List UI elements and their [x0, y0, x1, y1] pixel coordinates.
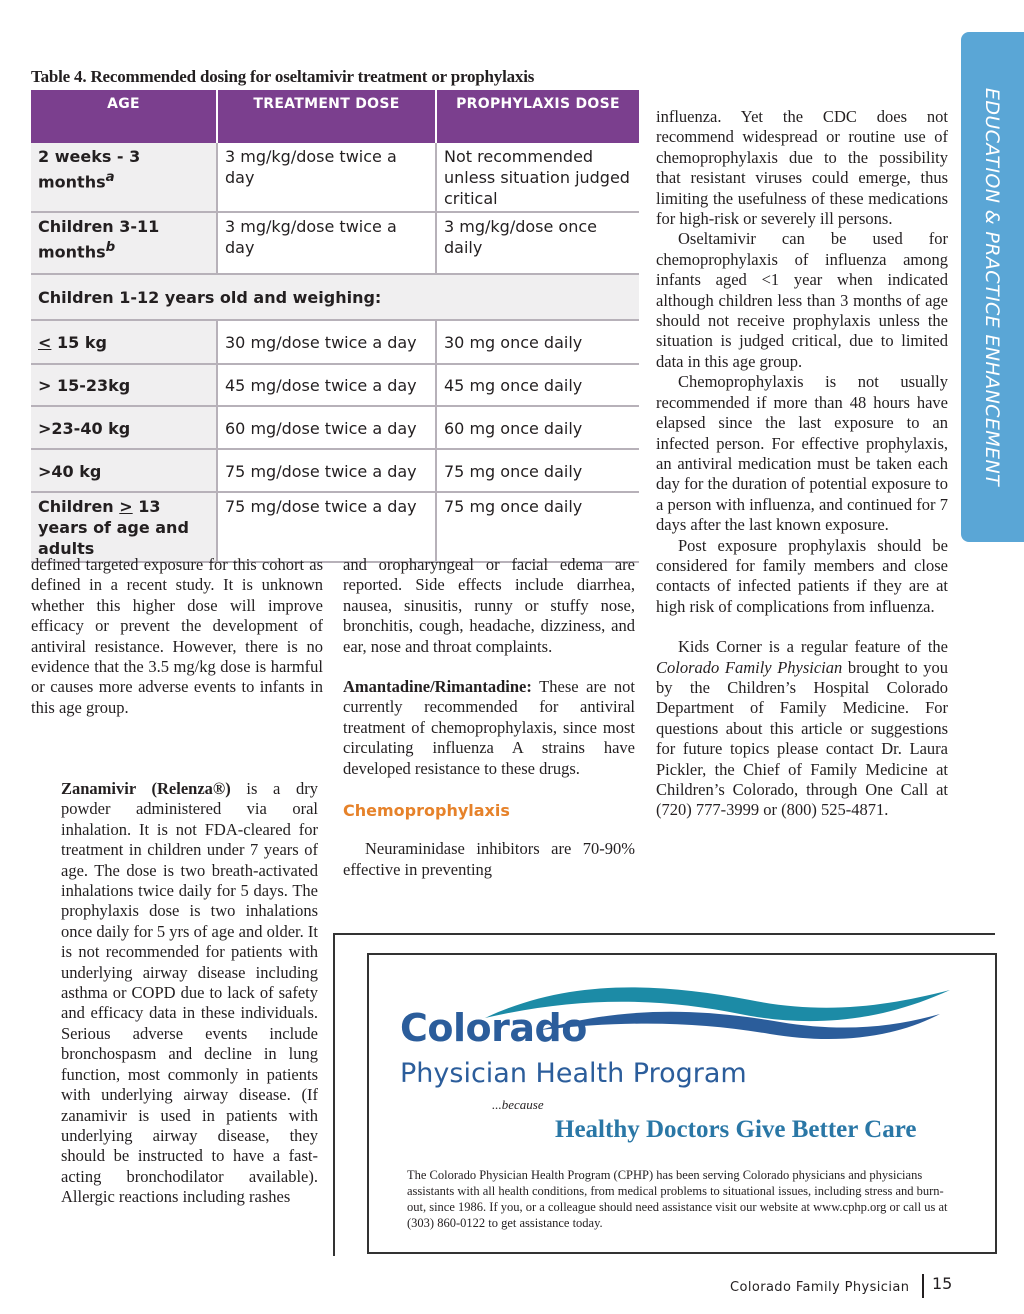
ad-tagline: Healthy Doctors Give Better Care: [555, 1116, 917, 1143]
middle-column: [343, 555, 635, 880]
zanamivir-label: Zanamivir (Relenza®): [61, 779, 231, 798]
treatment-cell: 3 mg/kg/dose twice a day: [217, 212, 436, 274]
dosing-table: [31, 90, 639, 563]
amantadine-label: Amantadine/Rimantadine:: [343, 677, 532, 697]
ad-colorado-title: Colorado: [400, 1006, 587, 1050]
prophylaxis-cell: 45 mg once daily: [436, 364, 639, 406]
footer-divider: [922, 1274, 924, 1298]
side-effects-paragraph: and oropharyngeal or facial edema are reported. Side effects include diarrhea, nausea, sinusitis, runny or stuffy nose, bronchitis, cough, headache, dizziness, and ear, nose and throat complaints.: [343, 555, 635, 656]
footer-publication: Colorado Family Physician: [730, 1280, 910, 1295]
table-header-row: [31, 90, 639, 142]
header-prophylaxis: PROPHYLAXIS DOSE: [436, 90, 639, 142]
prophylaxis-cell: Not recommended unless situation judged critical: [436, 142, 639, 212]
table-row: [31, 449, 639, 492]
age-cell: >23-40 kg: [31, 406, 217, 449]
chemo-paragraph: Neuraminidase inhibitors are 70-90% effective in preventing: [343, 839, 635, 879]
age-cell: Children > 13 years of age and adults: [31, 492, 217, 562]
treatment-cell: 3 mg/kg/dose twice a day: [217, 142, 436, 212]
right-paragraph-3: Chemoprophylaxis is not usually recommended if more than 48 hours have elapsed since the last exposure to an infected person. For effective prophylaxis, an antiviral medication must be taken each day for the duration of potential exposure to a person with influenza, and continued for 7 days after the last known exposure.: [656, 372, 948, 535]
right-paragraph-2: Oseltamivir can be used for chemoprophylaxis of influenza among infants aged <1 year when indicated although children less than 3 months of age should not receive prophylaxis unless the situation is judged critical, due to limited data in this age group.: [656, 229, 948, 371]
age-cell: >40 kg: [31, 449, 217, 492]
weight-header: Children 1-12 years old and weighing:: [31, 274, 639, 320]
prophylaxis-cell: 60 mg once daily: [436, 406, 639, 449]
table-title: Table 4. Recommended dosing for oseltamivir treatment or prophylaxis: [31, 67, 535, 86]
age-cell: < 15 kg: [31, 320, 217, 364]
ad-because: ...because: [492, 1097, 544, 1112]
table-row: [31, 320, 639, 364]
right-column: [656, 107, 948, 821]
ad-program-name: Physician Health Program: [400, 1058, 747, 1089]
treatment-cell: 75 mg/dose twice a day: [217, 492, 436, 562]
age-cell: 2 weeks - 3 months$^a$: [31, 142, 217, 212]
treatment-cell: 60 mg/dose twice a day: [217, 406, 436, 449]
zanamivir-paragraph: Zanamivir (Relenza®) is a dry powder administered via oral inhalation. It is not FDA-cleared for treatment in children under 7 years of age. The dose is two breath-activated inhalations twice daily for 5 days. The prophylaxis dose is two inhalations once daily for 5 yrs of age and older. It is not recommended for patients with underlying airway disease including asthma or COPD due to lack of safety and efficacy data in these individuals. Serious adverse events include bronchospasm and decline in lung function, most commonly in patients with underlying airway disease. (If zanamivir is used in patients with underlying airway disease, they should be instructed to have a fast-acting bronchodilator available). Allergic reactions including rashes: [61, 779, 318, 1207]
table-row: [31, 492, 639, 562]
chemoprophylaxis-heading: Chemoprophylaxis: [343, 801, 510, 821]
prophylaxis-cell: 75 mg once daily: [436, 492, 639, 562]
ad-body-text: The Colorado Physician Health Program (CPHP) has been serving Colorado physicians and physicians assistants with all health conditions, from medical problems to situational issues, including stress and burn-out, since 1986. If you, or a colleague should need assistance visit our website at www.cphp.org or call us at (303) 860-0122 to get assistance today.: [407, 1168, 948, 1230]
prophylaxis-cell: 30 mg once daily: [436, 320, 639, 364]
age-cell: > 15-23kg: [31, 364, 217, 406]
right-paragraph-1: influenza. Yet the CDC does not recommend widespread or routine use of chemoprophylaxis due to the possibility that resistant viruses could emerge, thus limiting the usefulness of these medications for high-risk or severely ill persons.: [656, 107, 948, 229]
treatment-cell: 45 mg/dose twice a day: [217, 364, 436, 406]
right-paragraph-4: Post exposure prophylaxis should be considered for family members and close contacts of infected patients if they are at high risk of complications from influenza.: [656, 535, 948, 616]
left-column-top: [31, 555, 323, 718]
header-treatment: TREATMENT DOSE: [217, 90, 436, 142]
table-row: [31, 364, 639, 406]
age-cell: Children 3-11 months$^b$: [31, 212, 217, 274]
kids-corner-paragraph: Kids Corner is a regular feature of the Colorado Family Physician brought to you by the Children’s Hospital Colorado Department of Family Medicine. For questions about this article or suggestions for future topics please contact Dr. Laura Pickler, the Chief of Family Medicine at Children’s Colorado, through One Call at (720) 777-3999 or (800) 525-4871.: [656, 637, 948, 820]
table-row: [31, 406, 639, 449]
weight-header-row: [31, 274, 639, 320]
treatment-cell: 30 mg/dose twice a day: [217, 320, 436, 364]
section-side-tab-label: EDUCATION & PRACTICE ENHANCEMENT: [981, 87, 1003, 487]
prophylaxis-cell: 75 mg once daily: [436, 449, 639, 492]
amantadine-paragraph: Amantadine/Rimantadine: These are not currently recommended for antiviral treatment of chemoprophylaxis, since most circulating influenza A strains have developed resistance to these drugs.: [343, 677, 635, 778]
header-age: AGE: [31, 90, 217, 142]
left-paragraph-1: defined targeted exposure for this cohort as defined in a recent study. It is unknown whether this higher dose will improve efficacy or prevent the development of antiviral resistance. However, there is no evidence that the 3.5 mg/kg dose is harmful or causes more adverse events to infants in this age group.: [31, 555, 323, 717]
treatment-cell: 75 mg/dose twice a day: [217, 449, 436, 492]
table-row: [31, 142, 639, 212]
journal-name: Colorado Family Physician: [656, 657, 843, 677]
table-row: [31, 212, 639, 274]
left-column-zanamivir: [61, 779, 318, 1208]
prophylaxis-cell: 3 mg/kg/dose once daily: [436, 212, 639, 274]
page-number: 15: [932, 1274, 953, 1293]
